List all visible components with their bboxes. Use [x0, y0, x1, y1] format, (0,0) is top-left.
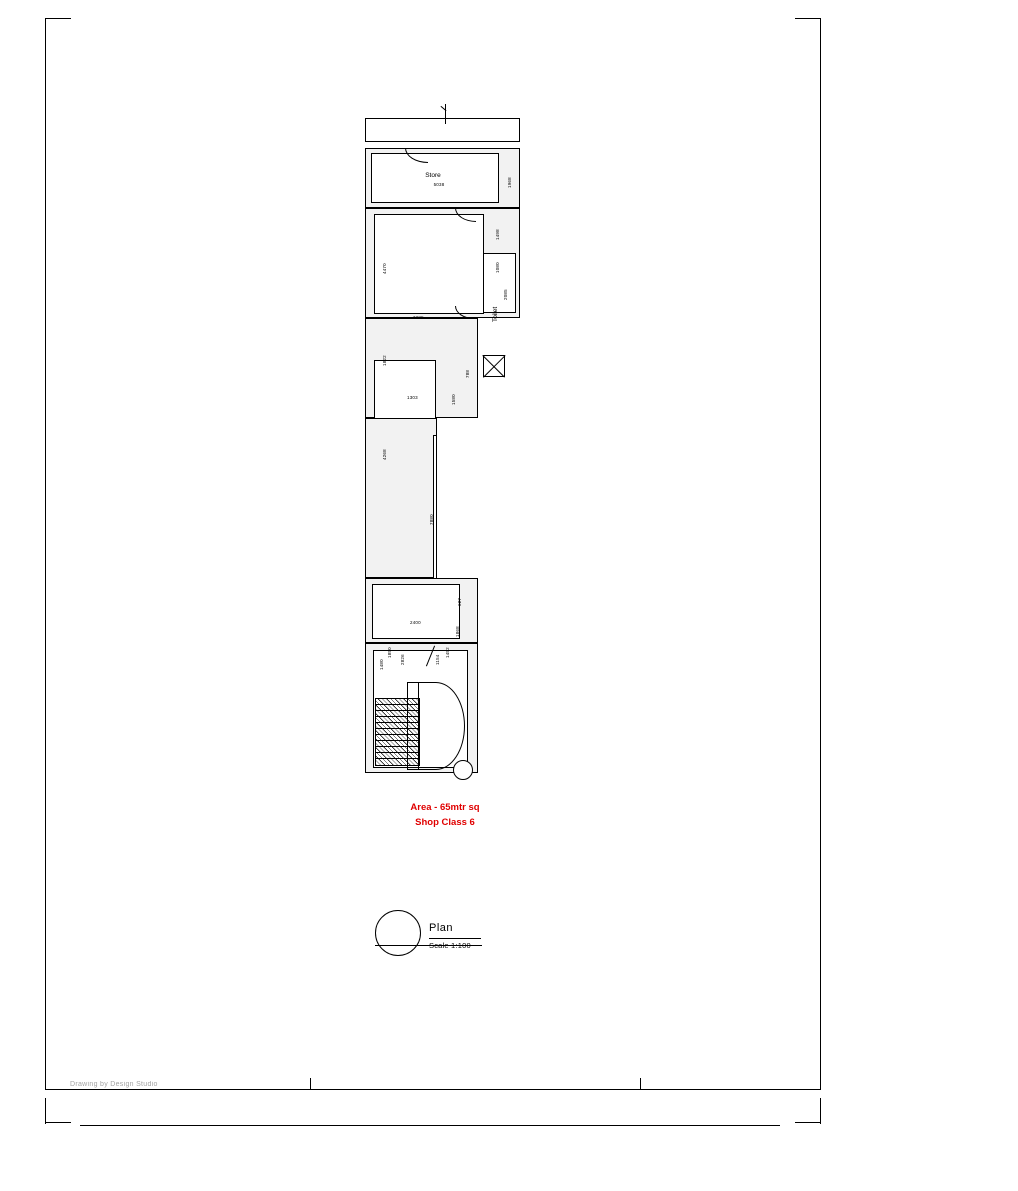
room-label-toilet: Toilet — [492, 306, 499, 322]
sheet-bottom-tick-2 — [640, 1078, 641, 1090]
dim-store-width: 5038 — [433, 182, 445, 187]
stair-winder — [407, 682, 465, 770]
plan-scale-label: Scale 1:100 — [429, 941, 471, 950]
dim-stair-b: 1154 — [435, 654, 440, 665]
dim-top-store-right: 1968 — [507, 177, 512, 188]
stair-tread-4 — [376, 722, 419, 723]
sheet-edge-left — [45, 18, 46, 1090]
sheet-corner-bottom-left-v — [45, 1098, 46, 1124]
dim-long-vertical: 7880 — [429, 514, 434, 525]
dim-inner-horizontal: 1303 — [407, 395, 418, 400]
sheet-corner-top-right — [795, 18, 821, 19]
stair-tread-3 — [376, 716, 419, 717]
plan-top-bay — [365, 118, 520, 142]
sheet-footer: Drawing by Design Studio — [70, 1081, 158, 1088]
room-label-store: Store — [425, 172, 441, 179]
dim-vertical-mid: 1580 — [451, 394, 456, 405]
sheet-corner-top-left — [45, 18, 71, 19]
dim-stair-a: 2826 — [400, 654, 405, 665]
sheet-edge-bottom — [45, 1089, 821, 1090]
plan-title-underline — [429, 938, 481, 939]
dim-left-mid: 1822 — [382, 355, 387, 366]
dim-toilet-height: 2085 — [503, 289, 508, 300]
stair-tread-6 — [376, 734, 419, 735]
stair-tread-2 — [376, 710, 419, 711]
title-marker-circle — [375, 910, 421, 956]
dim-left-long: 4268 — [382, 449, 387, 460]
area-annotation-line2: Shop Class 6 — [415, 817, 475, 828]
stair-newel-post — [453, 760, 473, 780]
sheet-bottom-tick-1 — [310, 1078, 311, 1090]
dim-small-right: 788 — [465, 369, 470, 378]
plan-shop-area-inner — [433, 435, 437, 580]
dim-small-b: 627 — [457, 597, 462, 606]
stair-tread-7 — [376, 740, 419, 741]
plan-shop-area — [365, 418, 437, 578]
plan-upper-room-inner — [374, 214, 484, 314]
plan-lower-room-inner — [372, 584, 460, 639]
stair-tread-1 — [376, 704, 419, 705]
stair-tread-9 — [376, 752, 419, 753]
area-annotation — [355, 800, 535, 830]
stair-handrail — [418, 682, 419, 770]
dim-bottom-left-b: 1850 — [387, 647, 392, 658]
dim-corridor-right: 1498 — [495, 229, 500, 240]
plan-top-arrow-stem — [445, 104, 446, 124]
floor-plan — [355, 110, 535, 800]
dim-bottom-left: 1480 — [379, 659, 384, 670]
stair-tread-5 — [376, 728, 419, 729]
sheet-corner-bottom-left — [45, 1122, 71, 1123]
dim-toilet-width: 1080 — [495, 262, 500, 273]
sheet-bottom-rule — [80, 1125, 780, 1126]
sheet-corner-bottom-right-v — [820, 1098, 821, 1124]
dim-stair-c: 1452 — [445, 647, 450, 658]
stair-tread-10 — [376, 758, 419, 759]
dim-left-upper: 4470 — [382, 263, 387, 274]
sheet-corner-bottom-right — [795, 1122, 821, 1123]
area-annotation-line1: Area - 65mtr sq — [410, 802, 480, 813]
dim-lower-right-b: 1868 — [455, 626, 460, 637]
plan-title: Plan — [429, 922, 454, 934]
sheet-edge-right — [820, 18, 821, 1090]
title-block — [375, 910, 535, 960]
stair-tread-8 — [376, 746, 419, 747]
dim-lower-right-a: 2400 — [410, 620, 421, 625]
